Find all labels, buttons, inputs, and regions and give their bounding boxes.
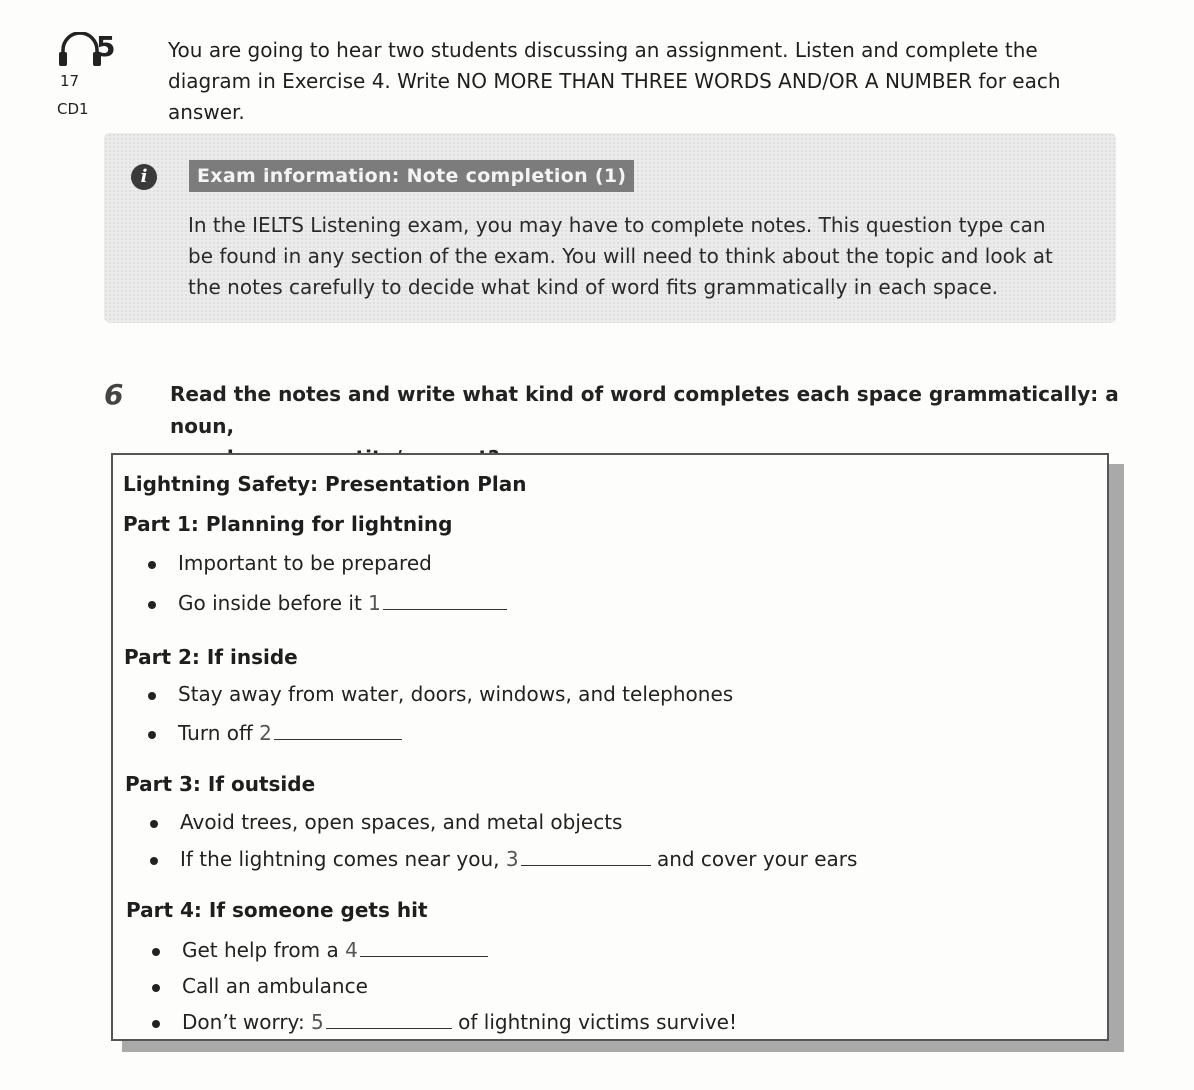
gap-number: 1	[368, 591, 381, 615]
info-line: the notes carefully to decide what kind of word fits grammatically in each space.	[188, 275, 999, 299]
bullet-dot	[152, 1020, 160, 1028]
bullet-dot	[150, 857, 158, 865]
answer-blank-2[interactable]	[274, 723, 402, 740]
gap-number: 2	[259, 721, 272, 745]
bullet-dot	[152, 948, 160, 956]
part-4-heading: Part 4: If someone gets hit	[126, 898, 428, 922]
bullet-dot	[150, 820, 158, 828]
instruction-line: You are going to hear two students discussing an assignment. Listen and complete the	[168, 38, 1038, 62]
info-icon: i	[131, 164, 157, 190]
list-item: Don’t worry: 5 of lightning victims survive!	[152, 1010, 737, 1034]
gap-number: 4	[345, 938, 358, 962]
list-item: Avoid trees, open spaces, and metal objects	[150, 810, 622, 834]
exercise-6-number: 6	[104, 378, 124, 411]
bullet-dot	[148, 731, 156, 739]
list-item: Call an ambulance	[152, 974, 368, 998]
answer-blank-4[interactable]	[360, 940, 488, 957]
list-item: Important to be prepared	[148, 551, 432, 575]
instruction-line: diagram in Exercise 4. Write NO MORE THAN THREE WORDS AND/OR A NUMBER for each	[168, 69, 1061, 93]
part-2-heading: Part 2: If inside	[124, 645, 298, 669]
exercise-5-instructions	[168, 35, 1128, 128]
gap-number: 5	[311, 1010, 324, 1034]
bullet-dot	[148, 561, 156, 569]
list-item: Go inside before it 1	[148, 591, 507, 615]
answer-blank-1[interactable]	[383, 593, 507, 610]
info-line: In the IELTS Listening exam, you may have to complete notes. This question type can	[188, 213, 1046, 237]
exam-info-text	[188, 210, 1088, 303]
list-item: Stay away from water, doors, windows, and telephones	[148, 682, 733, 706]
answer-blank-5[interactable]	[326, 1012, 452, 1029]
instruction-line: answer.	[168, 100, 245, 124]
exam-info-title: Exam information: Note completion (1)	[189, 160, 634, 192]
part-3-heading: Part 3: If outside	[125, 772, 316, 796]
notes-title: Lightning Safety: Presentation Plan	[123, 472, 527, 496]
answer-blank-3[interactable]	[521, 849, 651, 866]
part-1-heading: Part 1: Planning for lightning	[123, 512, 453, 536]
bullet-dot	[152, 984, 160, 992]
info-line: be found in any section of the exam. You will need to think about the topic and look at	[188, 244, 1053, 268]
bullet-dot	[148, 601, 156, 609]
audio-track-number: 17	[60, 72, 80, 90]
list-item: Get help from a 4	[152, 938, 488, 962]
exercise-5-number: 5	[96, 30, 116, 63]
list-item: Turn off 2	[148, 721, 402, 745]
list-item: If the lightning comes near you, 3 and cover your ears	[150, 847, 857, 871]
bullet-dot	[148, 692, 156, 700]
instruction-line: Read the notes and write what kind of word completes each space grammatically: a noun,	[170, 382, 1119, 438]
audio-cd-label: CD1	[57, 100, 89, 118]
gap-number: 3	[505, 847, 519, 871]
